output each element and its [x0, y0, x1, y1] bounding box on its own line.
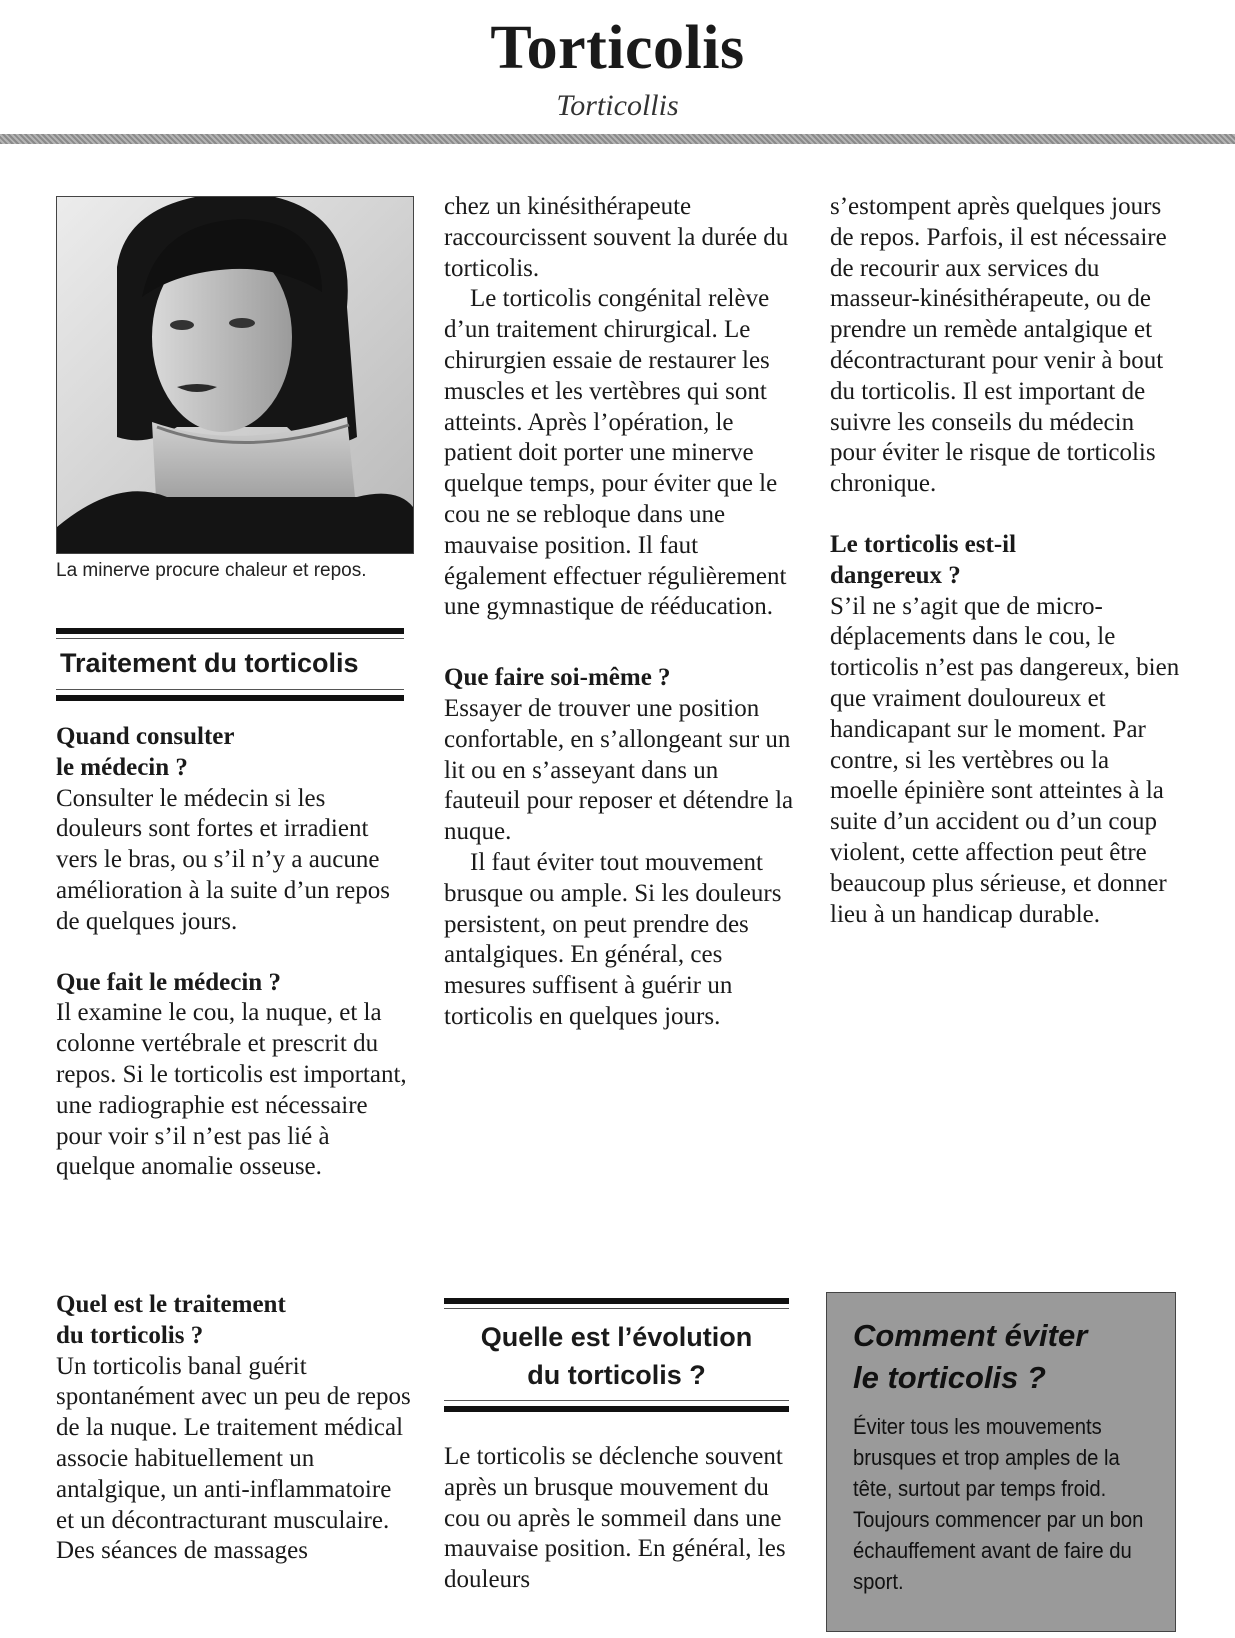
question-what-doctor-does: Que fait le médecin ?	[56, 968, 281, 996]
column-1-treatment	[56, 1290, 412, 1567]
question-self-care: Que faire soi-même ?	[444, 664, 671, 692]
header-rule	[0, 134, 1235, 144]
column-2-evolution	[444, 1442, 789, 1596]
question-treatment-line1: Quel est le traitement	[56, 1291, 286, 1318]
evolution-text: Le torticolis se déclenche souvent après un brusque mouvement du cou ou après le sommeil dans une mauvaise position. En général, les douleurs	[444, 1443, 786, 1594]
question-when-consult-line1: Quand consulter	[56, 723, 235, 750]
question-dangerous-line1: Le torticolis est-il	[830, 530, 1017, 558]
col3-paragraph-1: s’estompent après quelques jours de repos. Parfois, il est nécessaire de recourir aux services du masseur-kinésithérapeute, ou de prendre un remède antalgique et décontracturant pour venir à bout du torticolis. Il est important de suivre les conseils du médecin pour éviter le risque de torticolis chronique.	[830, 193, 1167, 498]
col2-paragraph-1: chez un kinésithérapeute raccourcissent souvent la durée du torticolis.	[444, 193, 789, 282]
evolution-heading-line2: du torticolis ?	[527, 1360, 706, 1390]
evolution-heading-bottom-thin-rule	[444, 1400, 789, 1401]
col2-paragraph-congenital: Le torticolis congénital relève d’un traitement chirurgical. Le chirurgien essaie de restaurer les muscles et les vertèbres qui sont atteints. Après l’opération, le patient doit porter une minerve quelque temps, pour éviter que le cou ne se rebloque dans une mauvaise position. Il faut également effectuer régulièrement une gymnastique de rééducation.	[444, 285, 787, 621]
treatment-heading-top-thin-rule	[56, 638, 404, 639]
question-treatment-line2: du torticolis ?	[56, 1321, 204, 1349]
treatment-heading-bottom-rule	[56, 695, 404, 701]
evolution-heading-bottom-rule	[444, 1406, 789, 1412]
photo-caption: La minerve procure chaleur et repos.	[56, 560, 367, 581]
column-2-top	[444, 192, 794, 1033]
page-title: Torticolis	[490, 14, 745, 82]
answer-self-care-2: Il faut éviter tout mouvement brusque ou ample. Si les douleurs persistent, on peut prendre des antalgiques. En général, ces mesures suffisent à guérir un torticolis en quelques jours.	[444, 848, 782, 1030]
evolution-heading-top-thin-rule	[444, 1308, 789, 1309]
column-1-questions	[56, 722, 412, 1183]
treatment-heading-bottom-thin-rule	[56, 689, 404, 690]
neck-brace-photo	[56, 196, 414, 554]
prevention-box-title-line2: le torticolis ?	[853, 1360, 1046, 1395]
column-3	[830, 192, 1180, 930]
treatment-heading-top-rule	[56, 628, 404, 634]
prevention-box-text: Éviter tous les mouvements brusques et trop amples de la tête, surtout par temps froid. Toujours commencer par un bon échauffement avant de faire du sport.	[853, 1414, 1144, 1594]
answer-when-consult: Consulter le médecin si les douleurs sont fortes et irradient vers le bras, ou s’il n’y a aucune amélioration à la suite d’un repos de quelques jours.	[56, 784, 390, 935]
answer-dangerous: S’il ne s’agit que de micro-déplacements dans le cou, le torticolis n’est pas dangereux, bien que vraiment douloureux et handicapant sur le moment. Par contre, si les vertèbres ou la moelle épinière sont atteintes à la suite d’un accident ou d’un coup violent, cette affection peut être beaucoup plus sérieuse, et donner lieu à un handicap durable.	[830, 592, 1180, 928]
answer-self-care-1: Essayer de trouver une position confortable, en s’allongeant sur un lit ou en s’asseyant dans un fauteuil pour reposer et détendre la nuque.	[444, 694, 794, 846]
evolution-heading-top-rule	[444, 1298, 789, 1304]
prevention-box	[826, 1292, 1176, 1632]
woman-with-neck-brace-illustration	[57, 197, 413, 553]
evolution-heading-line1: Quelle est l’évolution	[480, 1322, 753, 1352]
answer-what-doctor-does: Il examine le cou, la nuque, et la colonne vertébrale et prescrit du repos. Si le torticolis est important, une radiographie est nécessaire pour voir s’il n’est pas lié à quelque anomalie osseuse.	[56, 999, 407, 1181]
prevention-box-title	[853, 1315, 1155, 1399]
page-subtitle: Torticollis	[556, 89, 679, 122]
answer-treatment: Un torticolis banal guérit spontanément avec un peu de repos de la nuque. Le traitement médical associe habituellement un antalgique, un anti-inflammatoire et un décontracturant musculaire. Des séances de massages	[56, 1352, 411, 1565]
treatment-heading: Traitement du torticolis	[60, 648, 359, 678]
evolution-heading	[444, 1318, 789, 1394]
question-when-consult-line2: le médecin ?	[56, 753, 188, 781]
prevention-box-title-line1: Comment éviter	[853, 1318, 1088, 1353]
question-dangerous-line2: dangereux ?	[830, 561, 961, 589]
